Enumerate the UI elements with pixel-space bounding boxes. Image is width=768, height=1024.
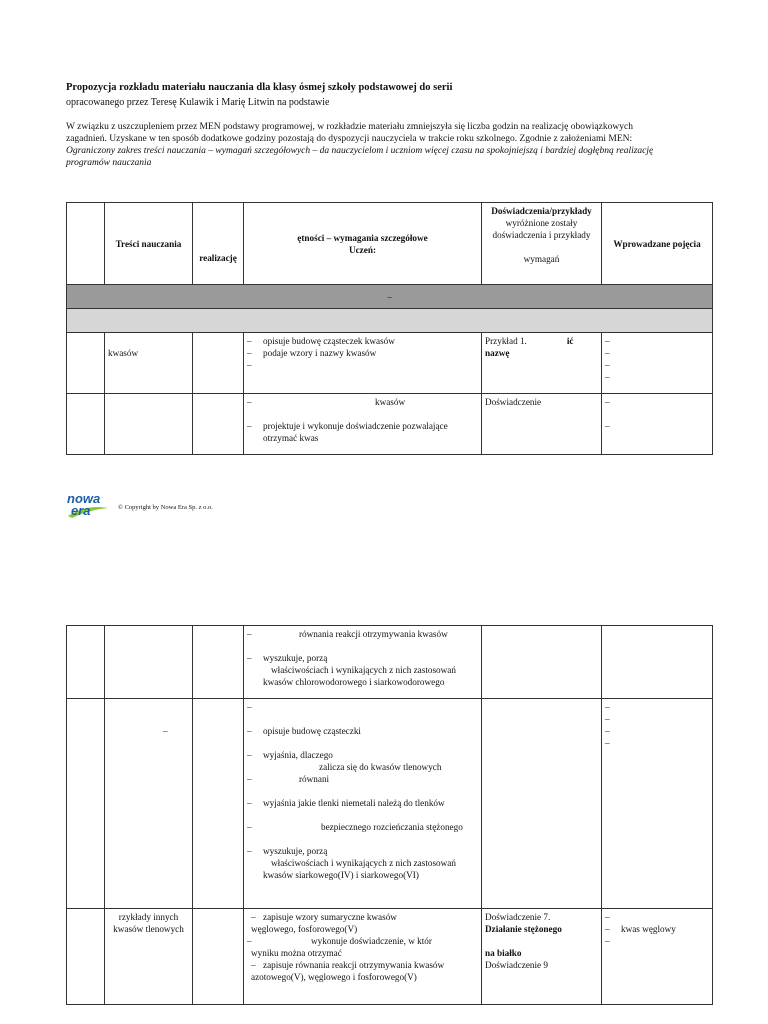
skill-item: – wykonuje doświadczenie, w któr (247, 936, 432, 946)
skill-text: zapisuje równania reakcji otrzymywania kwasów (263, 960, 445, 970)
experiment-item (485, 335, 598, 347)
cell-skills (244, 909, 482, 1005)
cell-hours (193, 699, 244, 909)
experiment-item: Doświadczenie 9 (485, 960, 549, 970)
cell-skills (244, 333, 482, 394)
cell-terms (602, 394, 713, 455)
term-item: – (605, 336, 610, 346)
skill-text: bezpiecznego rozcieńczania stężonego (321, 822, 463, 832)
document-subtitle: opracowanego przez Teresę Kulawik i Marię Litwin na podstawie (66, 97, 330, 108)
cell-skills (244, 626, 482, 699)
skill-item: – równania reakcji otrzymywania kwasów (247, 629, 448, 639)
header-cell-content: Treści nauczania (105, 203, 193, 285)
header-experiments-line: wyróżnione zostały (505, 218, 578, 228)
skill-item-continued: zalicza się do kwasów tlenowych (319, 762, 442, 772)
table-header-row (67, 203, 713, 285)
term-item: – (605, 702, 610, 712)
skill-item-continued: kwasów siarkowego(IV) i siarkowego(VI) (263, 870, 419, 880)
table-row (67, 394, 713, 455)
intro-line: programów nauczania (66, 158, 152, 168)
cell-content (105, 626, 193, 699)
skill-item-continued: wyniku można otrzymać (251, 948, 342, 958)
logo-text-line: nowa (67, 491, 101, 506)
skill-item (247, 359, 478, 371)
skill-item: – równani (247, 774, 330, 784)
skill-item: – opisuje budowę cząsteczki (247, 725, 478, 737)
skill-text: równani (299, 774, 330, 784)
header-cell-experiments (482, 203, 602, 285)
cell-content (105, 909, 193, 1005)
header-experiments-line: wymagań (523, 254, 560, 264)
cell-empty (67, 699, 105, 909)
skill-text: równania reakcji otrzymywania kwasów (299, 629, 448, 639)
skill-item: – (247, 702, 252, 712)
skill-dash: – (247, 397, 252, 407)
term-item: – (605, 936, 610, 946)
table-row (67, 626, 713, 699)
content-line: rzykłady innych (118, 912, 179, 922)
header-skills-line: ętności – wymagania szczegółowe (297, 232, 428, 243)
section-row (67, 285, 713, 309)
cell-skills (244, 699, 482, 909)
header-cell-terms: Wprowadzane pojęcia (602, 203, 713, 285)
cell-content: kwasów (105, 333, 193, 394)
experiment-fragment: ić (566, 336, 574, 346)
cell-empty (67, 626, 105, 699)
skill-text: wykonuje doświadczenie, w któr (311, 936, 432, 946)
copyright-notice: © Copyright by Nowa Era Sp. z o.o. (118, 504, 213, 511)
skill-item-continued: otrzymać kwas (263, 433, 319, 443)
skill-item-continued: kwasów chlorowodorowego i siarkowodorowego (263, 677, 445, 687)
cell-hours (193, 333, 244, 394)
skill-item-continued: azotowego(V), węglowego i fosforowego(V) (251, 972, 417, 982)
cell-skills (244, 394, 482, 455)
cell-experiments (482, 909, 602, 1005)
term-item: – (605, 360, 610, 370)
cell-hours (193, 626, 244, 699)
skill-item: – wyjaśnia jakie tlenki niemetali należą do tlenków (247, 797, 478, 809)
experiment-item: na białko (485, 948, 522, 958)
cell-experiments (482, 699, 602, 909)
cell-terms (602, 699, 713, 909)
skill-item: – opisuje budowę cząsteczek kwasów (247, 335, 478, 347)
skill-item: – zapisuje wzory sumaryczne kwasów (251, 912, 397, 922)
table-row (67, 699, 713, 909)
skill-item: – wyjaśnia, dlaczego (247, 749, 478, 761)
header-experiments-line: Doświadczenia/przykłady (491, 206, 592, 216)
cell-empty (67, 333, 105, 394)
header-cell-skills (244, 203, 482, 285)
table-row (67, 333, 713, 394)
skill-item: – bezpiecznego rozcieńczania stężonego (247, 822, 463, 832)
term-item: – (605, 714, 610, 724)
intro-line: Ograniczony zakres treści nauczania – wymagań szczegółowych – da nauczycielom i uczniom więcej czasu na spokojniejszą i bardziej dogłębną realizację (66, 146, 654, 156)
intro-line: zagadnień. Uzyskane w ten sposób dodatkowe godziny pozostają do dyspozycji nauczyciela w trakcie roku szkolnego. Zgodnie z założeniami MEN: (66, 134, 633, 144)
header-cell-hours: realizację (193, 203, 244, 285)
skill-item-continued: właściwościach i wynikających z nich zastosowań (271, 665, 456, 675)
skill-item: – podaje wzory i nazwy kwasów (247, 347, 478, 359)
skill-item: – wyszukuje, porzą (247, 652, 478, 664)
experiment-fragment: nazwę (485, 348, 510, 358)
intro-line: W związku z uszczupleniem przez MEN podstawy programowej, w rozkładzie materiału zmniejszyła się liczba godzin na realizację obowiązkowych (66, 122, 633, 132)
logo-text-line: era (71, 503, 91, 518)
cell-terms (602, 626, 713, 699)
skill-item-continued: właściwościach i wynikających z nich zastosowań (271, 858, 456, 868)
header-experiments-line: doświadczenia i przykłady (492, 230, 591, 240)
term-item: – (605, 912, 610, 922)
skill-item: – wyszukuje, porzą (247, 845, 478, 857)
cell-hours (193, 909, 244, 1005)
section-row-label: – (67, 285, 713, 309)
experiment-label: Przykład 1. (485, 336, 527, 346)
skill-text: zapisuje wzory sumaryczne kwasów (263, 912, 397, 922)
nowa-era-logo (66, 490, 110, 520)
term-item: – (605, 421, 610, 431)
cell-empty (67, 909, 105, 1005)
term-item: – (605, 372, 610, 382)
cell-experiments (482, 626, 602, 699)
experiment-item: Doświadczenie 7. (485, 912, 551, 922)
skill-item-continued: węglowego, fosforowego(V) (251, 924, 358, 934)
cell-terms (602, 909, 713, 1005)
curriculum-table-2 (66, 625, 713, 1005)
subsection-row (67, 309, 713, 333)
term-dash: – (605, 924, 610, 934)
subsection-row-cell (67, 309, 713, 333)
term-item: – (605, 726, 610, 736)
cell-hours (193, 394, 244, 455)
table-row (67, 909, 713, 1005)
term-item: – (605, 348, 610, 358)
cell-terms (602, 333, 713, 394)
skill-item: – projektuje i wykonuje doświadczenie pozwalające (247, 420, 478, 432)
term-item: – (605, 738, 610, 748)
term-item (605, 923, 709, 935)
intro-paragraph (66, 121, 706, 169)
cell-content: – (105, 699, 193, 909)
cell-experiments (482, 333, 602, 394)
skill-text: kwasów (375, 397, 406, 407)
document-title: Propozycja rozkładu materiału nauczania dla klasy ósmej szkoły podstawowej do serii (66, 82, 453, 93)
term-item: – (605, 397, 610, 407)
term-text: kwas węglowy (621, 924, 676, 934)
cell-experiments: Doświadczenie (482, 394, 602, 455)
header-cell-empty (67, 203, 105, 285)
curriculum-table-1 (66, 202, 713, 455)
header-skills-line: Uczeń: (348, 244, 377, 255)
skill-item (247, 396, 478, 408)
content-line: kwasów tlenowych (113, 924, 184, 934)
cell-content (105, 394, 193, 455)
experiment-item: Działanie stężonego (485, 924, 562, 934)
cell-empty (67, 394, 105, 455)
skill-item: – zapisuje równania reakcji otrzymywania kwasów (251, 960, 445, 970)
